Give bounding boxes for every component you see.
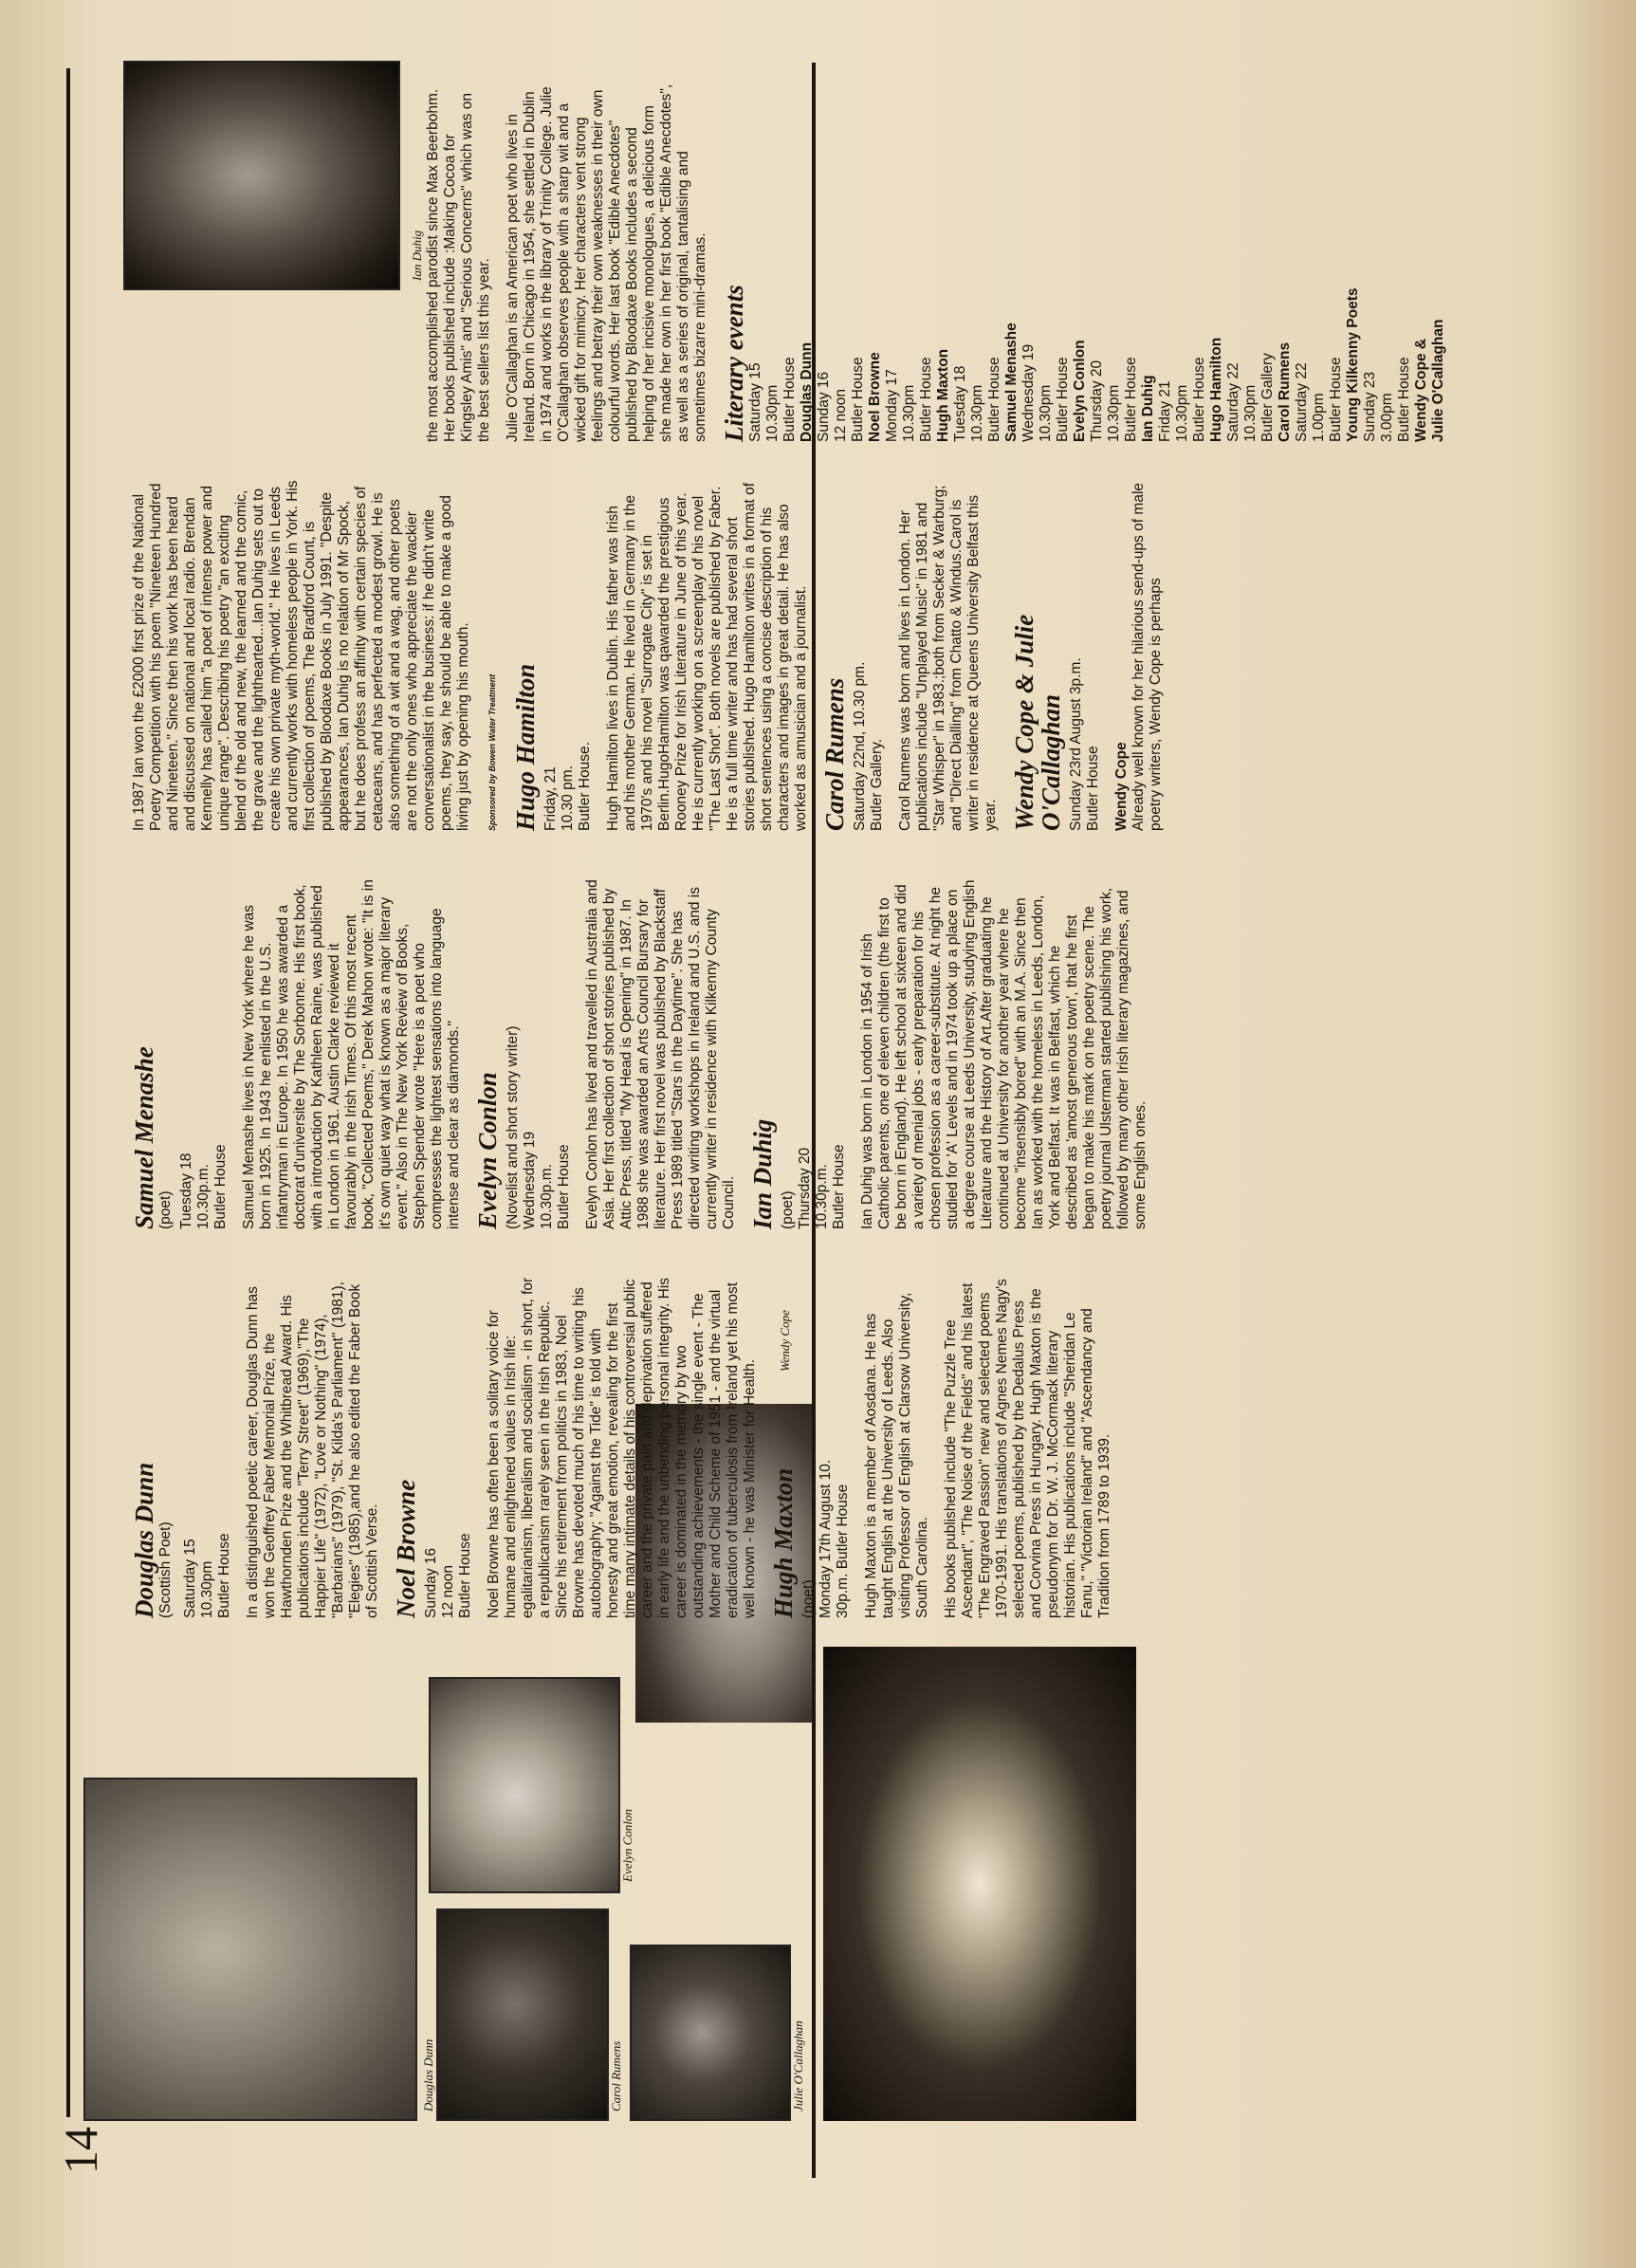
article-paragraph: His books published include "The Puzzle Tree Ascendant", "The Noise of the Fields" and his latest "The Engraved Passion" new and selected poems 1970-1991. His translations of Agnes Nemes Nagy's selected poems, published by the Dedalus Press and Corvina Press in Hungary. Hugh Maxton is the pseudonym for Dr. W. J. McCormack literary historian. His publications include "Sheridan Le Fanu," "Victorian Ireland" and "Ascendancy and Tradition from 1789 to 1939. bbox=[943, 1279, 1112, 1618]
photo-caption: Ian Duhig bbox=[410, 230, 424, 281]
evelyn-conlon-photo bbox=[429, 1677, 620, 1893]
event-name: Young Kilkenny Poets bbox=[1345, 287, 1361, 442]
column-2 bbox=[131, 878, 1161, 1229]
article-info: 10.30pm bbox=[199, 1560, 215, 1618]
article-paragraph: Julie O'Callaghan is an American poet who lives in Ireland. Born in Chicago in 1954, she settled in Dublin in 1974 and works in the library of Trinity College. Julie O'Callaghan observes people with a sharp wit and a wicked gift for mimicry. Her characters vent strong feelings and betray their own weaknesses in their own colourful words. Her last book "Edible Anecdotes" published by Bloodaxe Books includes a second helping of her incisive monologues, a delicious form she made her own in her first book "Edible Anecdotes", as well as a series of original, tantalising and sometimes bizarre mini-dramas. bbox=[505, 83, 708, 442]
top-rule bbox=[66, 68, 70, 2117]
event-item bbox=[1157, 82, 1225, 442]
article-info: Butler House bbox=[216, 1533, 232, 1618]
event-venue: Butler House bbox=[781, 357, 798, 442]
article-paragraph: Hugh Hamilton lives in Dublin. His father was Irish and his mother German. He lived in Germany in the 1970's and his novel "Surrogate City" is set in Berlin.HugoHamilton was qawarded the prestigious Rooney Prize for Irish Literature in June of this year. He is currently working on a screenplay of his novel "The Last Shot". Both novels are published by Faber. He is a full time writer and has had several short stories published. Hugo Hamilton writes in a format of short sentences using a concise description of his characters and images in great detail. He has also worked as amusician and a journalist. bbox=[605, 483, 809, 831]
event-day: Sunday 16 bbox=[816, 371, 832, 442]
article-paragraph: Already well known for her hilarious send-ups of male poetry writers, Wendy Cope is perhaps bbox=[1130, 482, 1164, 831]
event-day: Saturday 22 bbox=[1294, 362, 1310, 442]
article-info: Butler House bbox=[212, 1144, 229, 1229]
article-info: (Scottish Poet) bbox=[157, 1521, 174, 1618]
event-venue: Butler House bbox=[1396, 357, 1412, 442]
article-info: (Novelist and short story writer) bbox=[505, 1025, 521, 1229]
article-paragraph: Ian Duhig was born in London in 1954 of Irish Catholic parents, one of eleven children (the first to be born in England). He left school at sixteen and did a variety of menial jobs - early preparation for his chosen profession as a career-substitute. At night he studied for 'A' Levels and in 1974 took up a place on a degree course at Leeds University, studying English Literature and the History of Art.After graduating he continued at University for another year where he become "insensibly bored" with an M.A. Since then Ian as worked with the homeless in Leeds, London, York and Belfast. It was in Belfast, which he described as 'amost generous town', that he first began to make his mark on the poetry scene. The poetry journal Ulsterman started publishing his work, followed by many other Irish literary magazines, and some English ones. bbox=[859, 879, 1149, 1229]
event-day: Saturday 15 bbox=[747, 362, 763, 442]
event-time: 3.00pm bbox=[1379, 393, 1395, 442]
event-name: Samuel Menashe bbox=[1003, 323, 1020, 442]
article-info: (poet) bbox=[780, 1190, 796, 1229]
event-time: 10.30pm bbox=[969, 384, 985, 442]
article-info: Butler House. bbox=[577, 742, 593, 831]
article-info: 12 noon bbox=[440, 1564, 456, 1618]
article-info: Butler House bbox=[556, 1144, 572, 1229]
article-info: Tuesday 18 bbox=[178, 1152, 194, 1229]
article-paragraph: In 1987 Ian won the £2000 first prize of the National Poetry Competition with his poem "Nineteen Hundred and Nineteen." Since then his work has been heard and discussed on national and local radio. Brendan Kennelly has called him "a poet of intense power and unique range". Describing his poetry "an exciting blend of the old and new, the learned and the comic, the grave and the lighthearted...Ian Duhig sets out to create his own private myth-world." He lives in Leeds and currently works with homeless people in York. His first collection of poems, The Bradford Count, is published by Bloodaxe Books in July 1991. "Despite appearances, Ian Duhig is no relation of Mr Spock, but he does profess an affinity with certain species of cetaceans, and has perfected a modest growl. He is also something of a wit and a wag, and other poets are not the only ones who appreciate the wackier conversationalist in the business: if he didn't write poems, they say, he should be able to make a good living just by opening his mouth. bbox=[131, 480, 471, 831]
event-venue: Butler Gallery bbox=[1259, 353, 1276, 442]
event-item bbox=[816, 82, 884, 442]
event-venue: Butler House bbox=[918, 357, 934, 442]
article-heading: Carol Rumens bbox=[820, 677, 849, 831]
event-name: Hugh Maxton bbox=[935, 348, 951, 442]
event-venue: Butler House bbox=[986, 357, 1002, 442]
event-day: Wednesday 19 bbox=[1020, 343, 1037, 442]
event-time: 10.30pm bbox=[1106, 384, 1122, 442]
article-info: 10.30p.m. bbox=[195, 1164, 211, 1229]
event-name: Wendy Cope & bbox=[1413, 338, 1429, 442]
event-time: 10.30pm bbox=[901, 384, 917, 442]
article-paragraph: the most accomplished parodist since Max Beerbohm. Her books published include :Making Cocoa for Kingsley Amis" and "Serious Concerns" which was on the best sellers list this year. bbox=[425, 88, 492, 442]
article-info: Saturday 22nd, 10.30 pm. bbox=[852, 661, 868, 831]
event-name: Ian Duhig bbox=[1140, 375, 1156, 442]
article-info: 10.30 pm. bbox=[560, 765, 576, 831]
article-info: Sunday 23rd August 3p.m. bbox=[1068, 657, 1084, 831]
event-venue: Butler House bbox=[1123, 357, 1139, 442]
column-4 bbox=[425, 82, 1447, 442]
event-item bbox=[1225, 82, 1294, 442]
event-venue: Butler House bbox=[1055, 357, 1071, 442]
event-day: Tuesday 18 bbox=[952, 365, 968, 442]
events-heading: Literary events bbox=[720, 285, 748, 442]
event-time: 10.30pm bbox=[1038, 384, 1054, 442]
article-info: Friday, 21 bbox=[542, 766, 559, 831]
article-paragraph: Evelyn Conlon has lived and travelled in Australia and Asia. Her first collection of short stories published by Attic Press, titled "My Head is Opening" in 1987. In 1988 she was awarded an Arts Council Bursary for literature. Her first novel was published by Blackstaff Press 1989 titled "Stars in the Daytime". She has directed writing workshops in Ireland and U.S. and is currently writer in residence with Kilkenny County Council. bbox=[584, 879, 737, 1229]
page-number: 14 bbox=[54, 2127, 107, 2174]
event-item bbox=[747, 82, 816, 442]
article-heading: Ian Duhig bbox=[748, 1118, 777, 1229]
event-venue: Butler House bbox=[850, 357, 866, 442]
article-info: Butler House bbox=[457, 1533, 473, 1618]
article-info: Monday 17th August 10. bbox=[818, 1459, 834, 1618]
event-day: Sunday 23 bbox=[1362, 371, 1378, 442]
photo-caption: Carol Rumens bbox=[609, 2040, 623, 2111]
sponsor-note: Sponsored by Bowen Water Treatment bbox=[487, 673, 497, 831]
event-name: Noel Browne bbox=[867, 352, 883, 442]
article-info: 10.30p.m. bbox=[539, 1164, 555, 1229]
event-time: 10.30pm bbox=[1242, 384, 1259, 442]
event-name: Evelyn Conlon bbox=[1072, 340, 1088, 442]
event-name: Hugo Hamilton bbox=[1208, 337, 1224, 442]
event-name: Carol Rumens bbox=[1277, 341, 1293, 442]
article-heading: Samuel Menashe bbox=[130, 1046, 158, 1229]
article-info: Thursday 20 bbox=[797, 1147, 813, 1229]
photo-caption: Wendy Cope bbox=[778, 1310, 792, 1372]
event-item bbox=[1362, 82, 1430, 442]
event-item bbox=[1294, 82, 1362, 442]
event-venue: Butler House bbox=[1191, 357, 1207, 442]
event-item bbox=[952, 82, 1020, 442]
photo-caption: Julie O'Callaghan bbox=[791, 2020, 805, 2111]
article-heading: Douglas Dunn bbox=[130, 1462, 158, 1618]
photo-caption: Evelyn Conlon bbox=[620, 1809, 634, 1882]
douglas-dunn-photo bbox=[83, 1778, 417, 2121]
article-paragraph: Hugh Maxton is a member of Aosdana. He has taught English at the University of Leeds. Also visiting Professor of English at Clarsow University, South Carolina. bbox=[863, 1292, 930, 1618]
event-time: 12 noon bbox=[833, 388, 849, 442]
photo-caption: Samuel Menashe bbox=[1119, 2027, 1133, 2111]
event-item bbox=[1020, 82, 1089, 442]
photo-caption: Douglas Dunn bbox=[421, 2038, 435, 2111]
article-paragraph: Carol Rumens was born and lives in London. Her publications include "Unplayed Music" in 1981 and "Star Whisper" in 1983.;both from Secker & Warburg; and "Direct Dialling" from Chatto & Windus.Carol is writer in residence at Queens University Belfast this year. bbox=[897, 485, 999, 831]
article-paragraph: In a distinguished poetic career, Douglas Dunn has won the Geoffrey Faber Memorial Prize, the Hawthornden Prize and the Whitbread Award. His publications include "Terry Street" (1969),"The Happier Life" (1972), "Love or Nothing" (1974), "Barbarians" (1979), "St. Kilda's Parliament" (1981), "Elegies" (1985),and he also edited the Faber Book of Scottish Verse. bbox=[245, 1282, 380, 1618]
event-time: 10.30pm bbox=[1174, 384, 1190, 442]
events-last-line: Julie O'Callaghan bbox=[1430, 319, 1446, 442]
article-info: (poet) bbox=[800, 1579, 817, 1618]
article-info: Saturday 15 bbox=[182, 1539, 198, 1618]
event-day: Friday 21 bbox=[1157, 380, 1173, 442]
event-time: 1.00pm bbox=[1311, 393, 1327, 442]
article-info: 10.30p.m. bbox=[814, 1164, 830, 1229]
event-venue: Butler House bbox=[1328, 357, 1344, 442]
carol-rumens-photo bbox=[436, 1908, 609, 2121]
article-subheading: Wendy Cope bbox=[1113, 742, 1130, 831]
ian-duhig-photo bbox=[123, 61, 400, 290]
event-time: 10.30pm bbox=[764, 384, 781, 442]
event-item bbox=[1089, 82, 1157, 442]
article-paragraph: Noel Browne has often been a solitary voice for humane and enlightened values in Irish life: egalitarianism, liberalism and socialism - in short, for a republicanism rarely seen in the Irish Republic. Since his retirement from politics in 1983, Noel Browne has devoted much of his time to writing his autobiography; "Against the Tide" is told with honesty and great emotion, revealing for the first time many intimate details of his controversial public career and the private pain and deprivation suffered in early life and the unbending personal integrity. His career is dominated in the memory by two outstanding achievements - the single event - The Mother and Child Scheme of 1951 - and the virtual eradication of tuberculosis from Ireland yet his most well known - he was Minister for Health. bbox=[486, 1277, 758, 1618]
column-3 bbox=[131, 480, 1176, 831]
event-day: Thursday 20 bbox=[1089, 360, 1105, 442]
events-list bbox=[747, 82, 1430, 442]
event-name: Douglas Dunn bbox=[799, 341, 815, 442]
article-heading: Noel Browne bbox=[392, 1479, 420, 1618]
article-info: 30p.m. Butler House bbox=[835, 1484, 851, 1618]
article-heading: Hugo Hamilton bbox=[511, 663, 540, 831]
article-heading: Wendy Cope & Julie O'Callaghan bbox=[1010, 614, 1065, 831]
article-paragraph: Samuel Menashe lives in New York where he was born in 1925. In 1943 he enlisted in the U.S. infantryman in Europe. In 1950 he was awarded a doctorat d'universite by The Sorbonne. His first book, with a introduction by Kathleen Raine, was published in London in 1961. Austin Clarke reviewed it favourably in the Irish Times. Of this most recent book, "Collected Poems," Derek Mahon wrote: "It is in it's own quiet way what is known as a major literary event." Also in The New York Review of Books, Stephen Spender wrote "Here is a poet who compresses the lightest sensations into language intense and clear as diamonds." bbox=[241, 879, 462, 1229]
event-item bbox=[884, 82, 952, 442]
article-info: Sunday 16 bbox=[423, 1547, 439, 1618]
article-info: Butler Gallery. bbox=[869, 738, 885, 831]
article-info: Butler House bbox=[1085, 746, 1101, 831]
article-heading: Evelyn Conlon bbox=[473, 1072, 502, 1229]
julie-ocallaghan-photo bbox=[630, 1945, 791, 2121]
article-info: Butler House bbox=[831, 1144, 847, 1229]
samuel-menashe-photo bbox=[823, 1647, 1136, 2121]
article-heading: Hugh Maxton bbox=[769, 1467, 798, 1618]
event-day: Saturday 22 bbox=[1225, 362, 1241, 442]
rotated-page-content bbox=[47, 63, 1565, 2178]
article-info: Wednesday 19 bbox=[522, 1131, 538, 1229]
event-day: Monday 17 bbox=[884, 369, 900, 442]
article-info: (poet) bbox=[157, 1190, 174, 1229]
column-1 bbox=[131, 1277, 1125, 1618]
